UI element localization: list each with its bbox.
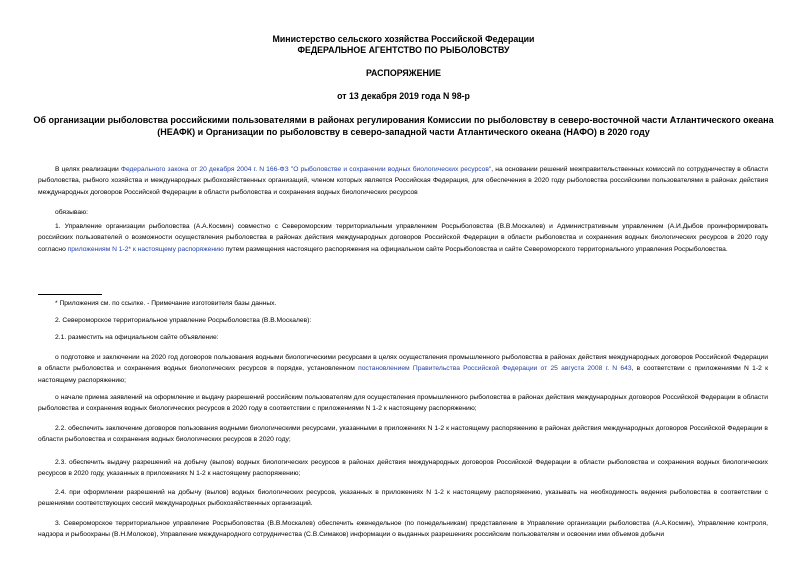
agency-name: ФЕДЕРАЛЬНОЕ АГЕНТСТВО ПО РЫБОЛОВСТВУ [297,45,510,55]
preamble-text-start: В целях реализации [55,166,121,173]
item-1-text-start: 1. Управление организации рыболовства (А.А.Космин) совместно с Североморским территориальным управлением Росрыболовства (В.В.Москалев) и Административным управлением (А.И.Дыбов проинформировать российских пользователей о возможности осуществления рыболовства в районах действия международных договоров Российской Федерации в области рыболовства и сохранения водных биологических ресурсов в 2020 году согласно [38,223,768,253]
paragraph-item-2-1: 2.1. разместить на официальном сайте объявление: [55,334,219,341]
government-decree-link[interactable]: постановлением Правительства Российской Федерации от 25 августа 2008 г. N 643 [358,365,632,373]
paragraph-item-2-3: 2.3. обеспечить выдачу разрешений на добычу (вылов) водных биологических ресурсов в районах действия международных договоров Российской Федерации в области рыболовства и сохранения водных биологических ресурсов в 2020 году, указанных в приложениях N 1-2 к настоящему распоряжению; [38,459,768,478]
document-type: РАСПОРЯЖЕНИЕ [365,68,442,78]
item-1-text-end: путем размещения настоящего распоряжения на официальном сайте Росрыболовства и сайте Североморского территориального управления Росрыболовства. [223,245,728,253]
document-title: Об организации рыболовства российскими пользователями в районах регулирования Комиссии по рыболовству в северо-восточной части Атлантического океана (НЕАФК) и Организации по рыболовству в северо-западной части Атлантического океана (НАФО) в 2020 году [33,115,774,137]
ministry-name: Министерство сельского хозяйства Российской Федерации [272,34,535,44]
paragraph-item-2: 2. Североморское территориальное управление Росрыболовства (В.В.Москалев): [55,317,312,324]
paragraph-preamble [38,164,768,198]
paragraph-obligation: обязываю: [55,209,88,216]
appendix-link[interactable]: приложениям N 1-2* к настоящему распоряжению [67,245,224,253]
federal-law-link[interactable]: Федерального закона от 20 декабря 2004 г. N 166-ФЗ "О рыболовстве и сохранении водных биологических ресурсов" [120,166,492,173]
paragraph-announcement-contracts [38,352,768,386]
paragraph-item-2-4: 2.4. при оформлении разрешений на добычу (вылов) водных биологических ресурсов, указанных в приложениях N 1-2 к настоящему распоряжению, указывать на необходимость ведения рыболовства в соответствии с решениями соответствующих сессий международных рыбохозяйственных организаций. [38,489,768,508]
footnote-divider [38,294,102,295]
paragraph-item-1 [38,221,768,255]
paragraph-item-2-2: 2.2. обеспечить заключение договоров пользования водными биологическими ресурсами, указанными в приложениях N 1-2 к настоящему распоряжению в районах действия международных договоров Российской Федерации в области рыболовства и сохранения водных биологических ресурсов в 2020 году; [38,425,768,444]
announcement-text-start: о подготовке и заключении на 2020 год договоров пользования водными биологическими ресурсами в целях осуществления промышленного рыболовства в районах действия международных договоров Российской Федерации в области рыболовства и сохранения водных биологических ресурсов в порядке, установленном [38,354,768,373]
document-date-number: от 13 декабря 2019 года N 98-р [337,91,470,101]
paragraph-announcement-applications: о начале приема заявлений на оформление и выдачу разрешений российским пользователям для осуществления промышленного рыболовства в районах действия международных договоров Российской Федерации в области рыболовства и сохранения водных биологических ресурсов в 2020 году в соответствии с приложениями N 1-2 к настоящему распоряжению; [38,394,768,413]
preamble-text-end: , на основании решений межправительственных комиссий по сотрудничеству в области рыболовства, рыбного хозяйства и международных рыбохозяйственных организаций, членом которых является Российская Федерация, для обеспечения в 2020 году рыболовства российскими пользователями в районах действия международных договоров Российской Федерации в области рыболовства и сохранения водных биологических ресурсов [38,166,768,196]
footnote: * Приложения см. по ссылке. - Примечание изготовителя базы данных. [55,300,277,307]
paragraph-item-3: 3. Североморское территориальное управление Росрыболовства (В.В.Москалев) обеспечить еженедельное (по понедельникам) представление в Управление организации рыболовства (А.А.Космин), Управление контроля, надзора и рыбоохраны (В.Н.Молоков), Управление международного сотрудничества (С.В.Симаков) информации о выданных разрешениях российским пользователям и освоении ими объемов добычи [38,520,768,539]
announcement-text-end: , в соответствии с приложениями N 1-2 к настоящему распоряжению; [38,365,768,384]
